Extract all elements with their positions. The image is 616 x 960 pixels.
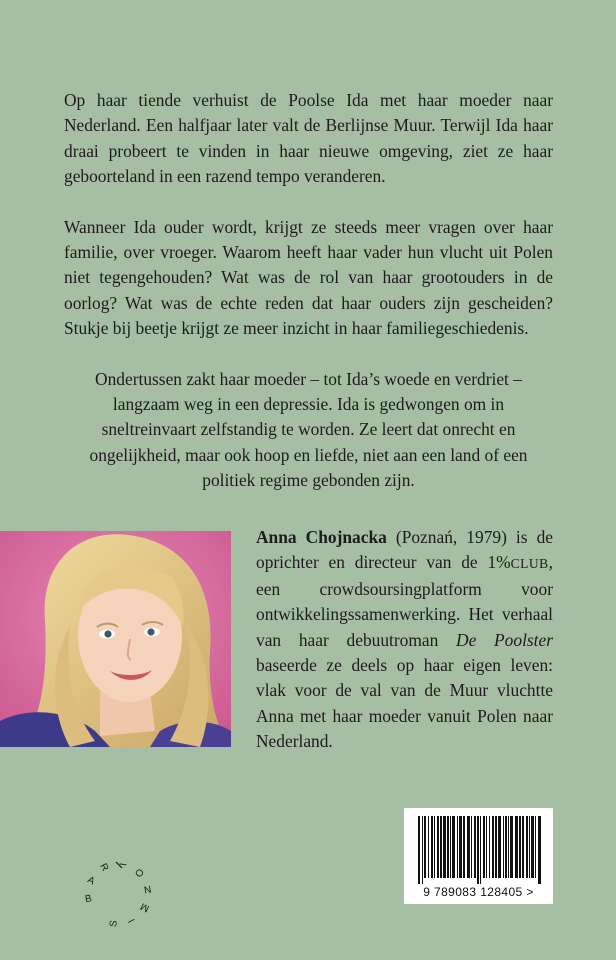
barcode-bar [489, 816, 490, 878]
logo-letter: M [138, 900, 152, 914]
barcode-bar [529, 816, 530, 878]
barcode-bar [434, 816, 435, 878]
logo-letter: S [108, 919, 120, 928]
barcode-bar [428, 816, 429, 878]
barcode-bar [463, 816, 465, 878]
logo-letter: R [97, 861, 111, 874]
barcode-bar [495, 816, 497, 878]
barcode-bar [505, 816, 507, 878]
barcode-bar [526, 816, 528, 878]
barcode-bar [447, 816, 449, 878]
club-smallcaps: CLUB [510, 556, 549, 572]
barcode-bar [452, 816, 455, 878]
barcode-bar [508, 816, 509, 878]
barcode-bar [437, 816, 439, 878]
barcode-bar [486, 816, 487, 878]
logo-letter: I [126, 916, 138, 925]
barcode-bar [503, 816, 504, 878]
barcode-bar [515, 816, 518, 878]
author-bio [256, 525, 553, 755]
blurb-paragraph-3: Ondertussen zakt haar moeder – tot Ida’s woede en verdriet – langzaam weg in een depressie. Ida is gedwongen om in sneltreinvaart zelfstandig te worden. Ze leert dat onrecht en ongelijkheid, maar ook hoop en liefde, niet aan een land of een politiek regime gebonden zijn. [89, 368, 528, 491]
blurb-paragraph-2: Wanneer Ida ouder wordt, krijgt ze steeds meer vragen over haar familie, over vroeger. Waarom heeft haar vader hun vlucht uit Polen niet tegengehouden? Wat was de rol van haar grootouders in de oorlog? Wat was de echte reden dat haar ouders zijn gescheiden? Stukje bij beetje krijgt ze meer inzicht in haar familiegeschiedenis. [64, 216, 553, 339]
barcode-bars [404, 808, 553, 886]
barcode-bar [535, 816, 536, 878]
back-cover-blurb [64, 88, 553, 519]
author-name: Anna Chojnacka [256, 527, 387, 547]
barcode-bar [457, 816, 458, 878]
barcode-bar [450, 816, 451, 878]
barcode-bar [510, 816, 513, 878]
barcode-bar [480, 816, 481, 884]
barcode-bar [431, 816, 433, 878]
logo-letter: B [84, 893, 93, 906]
barcode-bar [418, 816, 420, 884]
barcode-bar [471, 816, 472, 878]
logo-letter: O [132, 865, 146, 879]
author-bio-text: Anna Chojnacka (Poznań, 1979) is de oprichter en directeur van de 1%CLUB, een crowdsoursingplatform voor ontwikkelingssamenwerking. Het verhaal van haar debuutroman De Poolster baseerde ze deels op haar eigen leven: vlak voor de val van de Muur vluchtte Anna met haar moeder vanuit Polen naar Nederland. [256, 527, 554, 752]
book-title: De Poolster [456, 629, 553, 650]
barcode-bar [522, 816, 524, 878]
barcode-bar [498, 816, 501, 878]
barcode-bar [443, 816, 446, 878]
barcode-bar [492, 816, 494, 878]
barcode-bar [422, 816, 423, 884]
barcode-bar [467, 816, 470, 878]
logo-letter: I [116, 862, 128, 867]
logo-letter: N [142, 882, 153, 895]
logo-letter: A [85, 874, 97, 888]
barcode-bar [538, 816, 541, 884]
barcode-bar [483, 816, 485, 878]
publisher-logo [76, 852, 160, 936]
barcode-bar [459, 816, 462, 878]
barcode-bar [474, 816, 476, 878]
isbn-number: 9 789083 128405 > [423, 885, 534, 899]
blurb-paragraph-1: Op haar tiende verhuist de Poolse Ida met haar moeder naar Nederland. Een halfjaar later valt de Berlijnse Muur. Terwijl Ida haar draai probeert te vinden in haar nieuwe omgeving, ziet ze haar geboorteland in een razend tempo veranderen. [64, 90, 553, 187]
barcode-bar [424, 816, 426, 878]
barcode-bar [519, 816, 521, 878]
isbn-barcode [404, 808, 553, 904]
barcode-bar [477, 816, 479, 884]
barcode-bar [440, 816, 442, 878]
barcode-bar [531, 816, 534, 878]
author-photo [0, 531, 231, 747]
